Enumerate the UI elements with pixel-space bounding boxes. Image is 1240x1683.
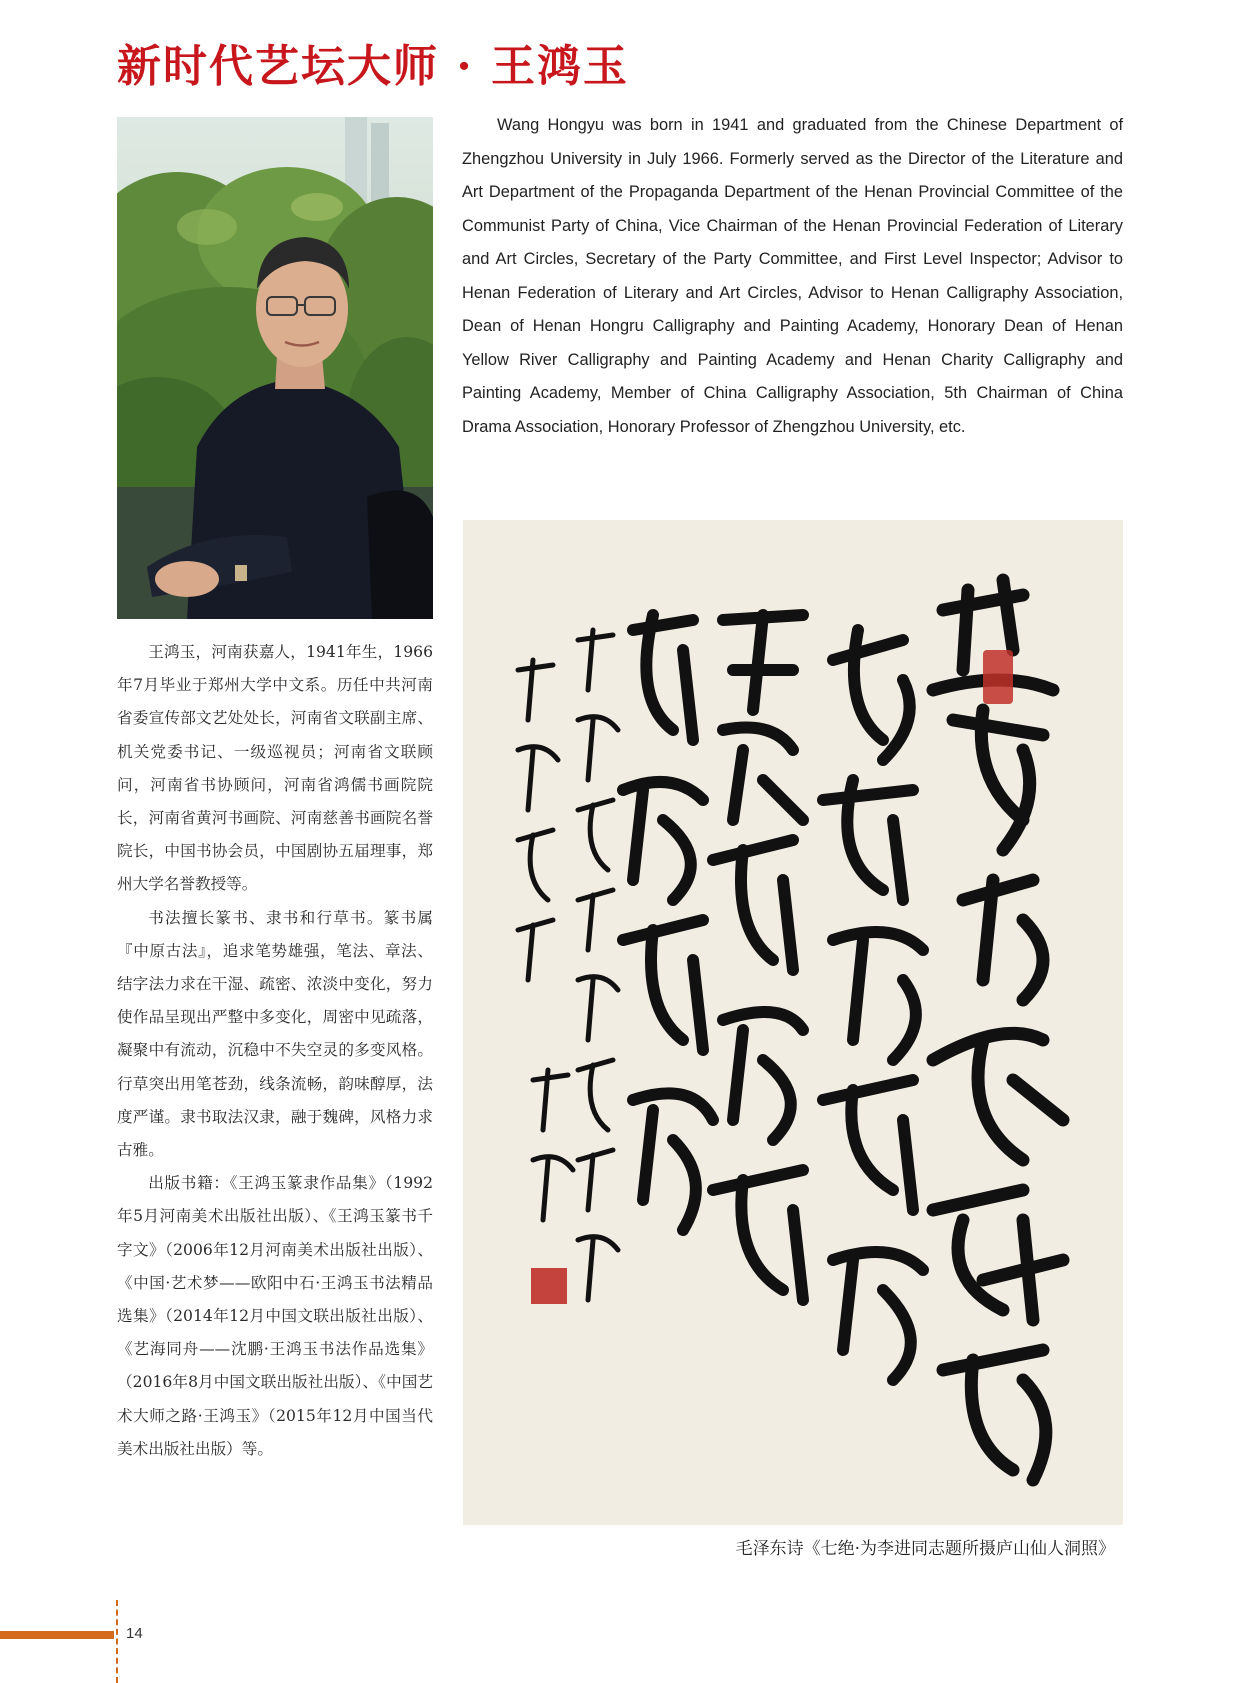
chinese-biography [117,636,433,1466]
artwork-caption: 毛泽东诗《七绝·为李进同志题所摄庐山仙人洞照》 [735,1539,1115,1559]
footer-dashed-line [116,1600,118,1683]
chinese-paragraph: 出版书籍：《王鸿玉篆隶作品集》（1992年5月河南美术出版社出版）、《王鸿玉篆书千字文》（2006年12月河南美术出版社出版）、《中国·艺术梦——欧阳中石·王鸿玉书法精品选集》（2014年12月中国文联出版社出版）、《艺海同舟——沈鹏·王鸿玉书法作品选集》（2016年8月中国文联出版社出版）、《中国艺术大师之路·王鸿玉》（2015年12月中国当代美术出版社出版）等。 [117,1174,433,1458]
chinese-paragraph: 王鸿玉，河南获嘉人，1941年生，1966年7月毕业于郑州大学中文系。历任中共河南省委宣传部文艺处处长，河南省文联副主席、机关党委书记、一级巡视员；河南省文联顾问，河南省书协顾问，河南省鸿儒书画院院长，河南省黄河书画院、河南慈善书画院名誉院长，中国书协会员，中国剧协五届理事，郑州大学名誉教授等。 [117,643,433,894]
page-title: 新时代艺坛大师 · 王鸿玉 [117,41,629,92]
calligraphy-artwork [463,520,1123,1525]
portrait-photo [117,117,433,619]
english-biography: Wang Hongyu was born in 1941 and graduated from the Chinese Department of Zhengzhou University in July 1966. Formerly served as the Director of the Literature and Art Department of the Propaganda Department of the Henan Provincial Committee of the Communist Party of China, Vice Chairman of the Henan Provincial Federation of Literary and Art Circles, Secretary of the Party Committee, and First Level Inspector; Advisor to Henan Federation of Literary and Art Circles, Advisor to Henan Calligraphy Association, Dean of Henan Hongru Calligraphy and Painting Academy, Honorary Dean of Henan Yellow River Calligraphy and Painting Academy and Henan Charity Calligraphy and Painting Academy, Member of China Calligraphy Association, 5th Chairman of China Drama Association, Honorary Professor of Zhengzhou University, etc. [462,116,1123,436]
footer-accent-bar [0,1631,114,1639]
page-number: 14 [126,1625,143,1642]
chinese-paragraph: 书法擅长篆书、隶书和行草书。篆书属『中原古法』，追求笔势雄强，笔法、章法、结字法力求在干湿、疏密、浓淡中变化，努力使作品呈现出严整中多变化，周密中见疏落，凝聚中有流动，沉稳中不失空灵的多变风格。行草突出用笔苍劲，线条流畅，韵味醇厚，法度严谨。隶书取法汉隶，融于魏碑，风格力求古雅。 [117,908,433,1160]
